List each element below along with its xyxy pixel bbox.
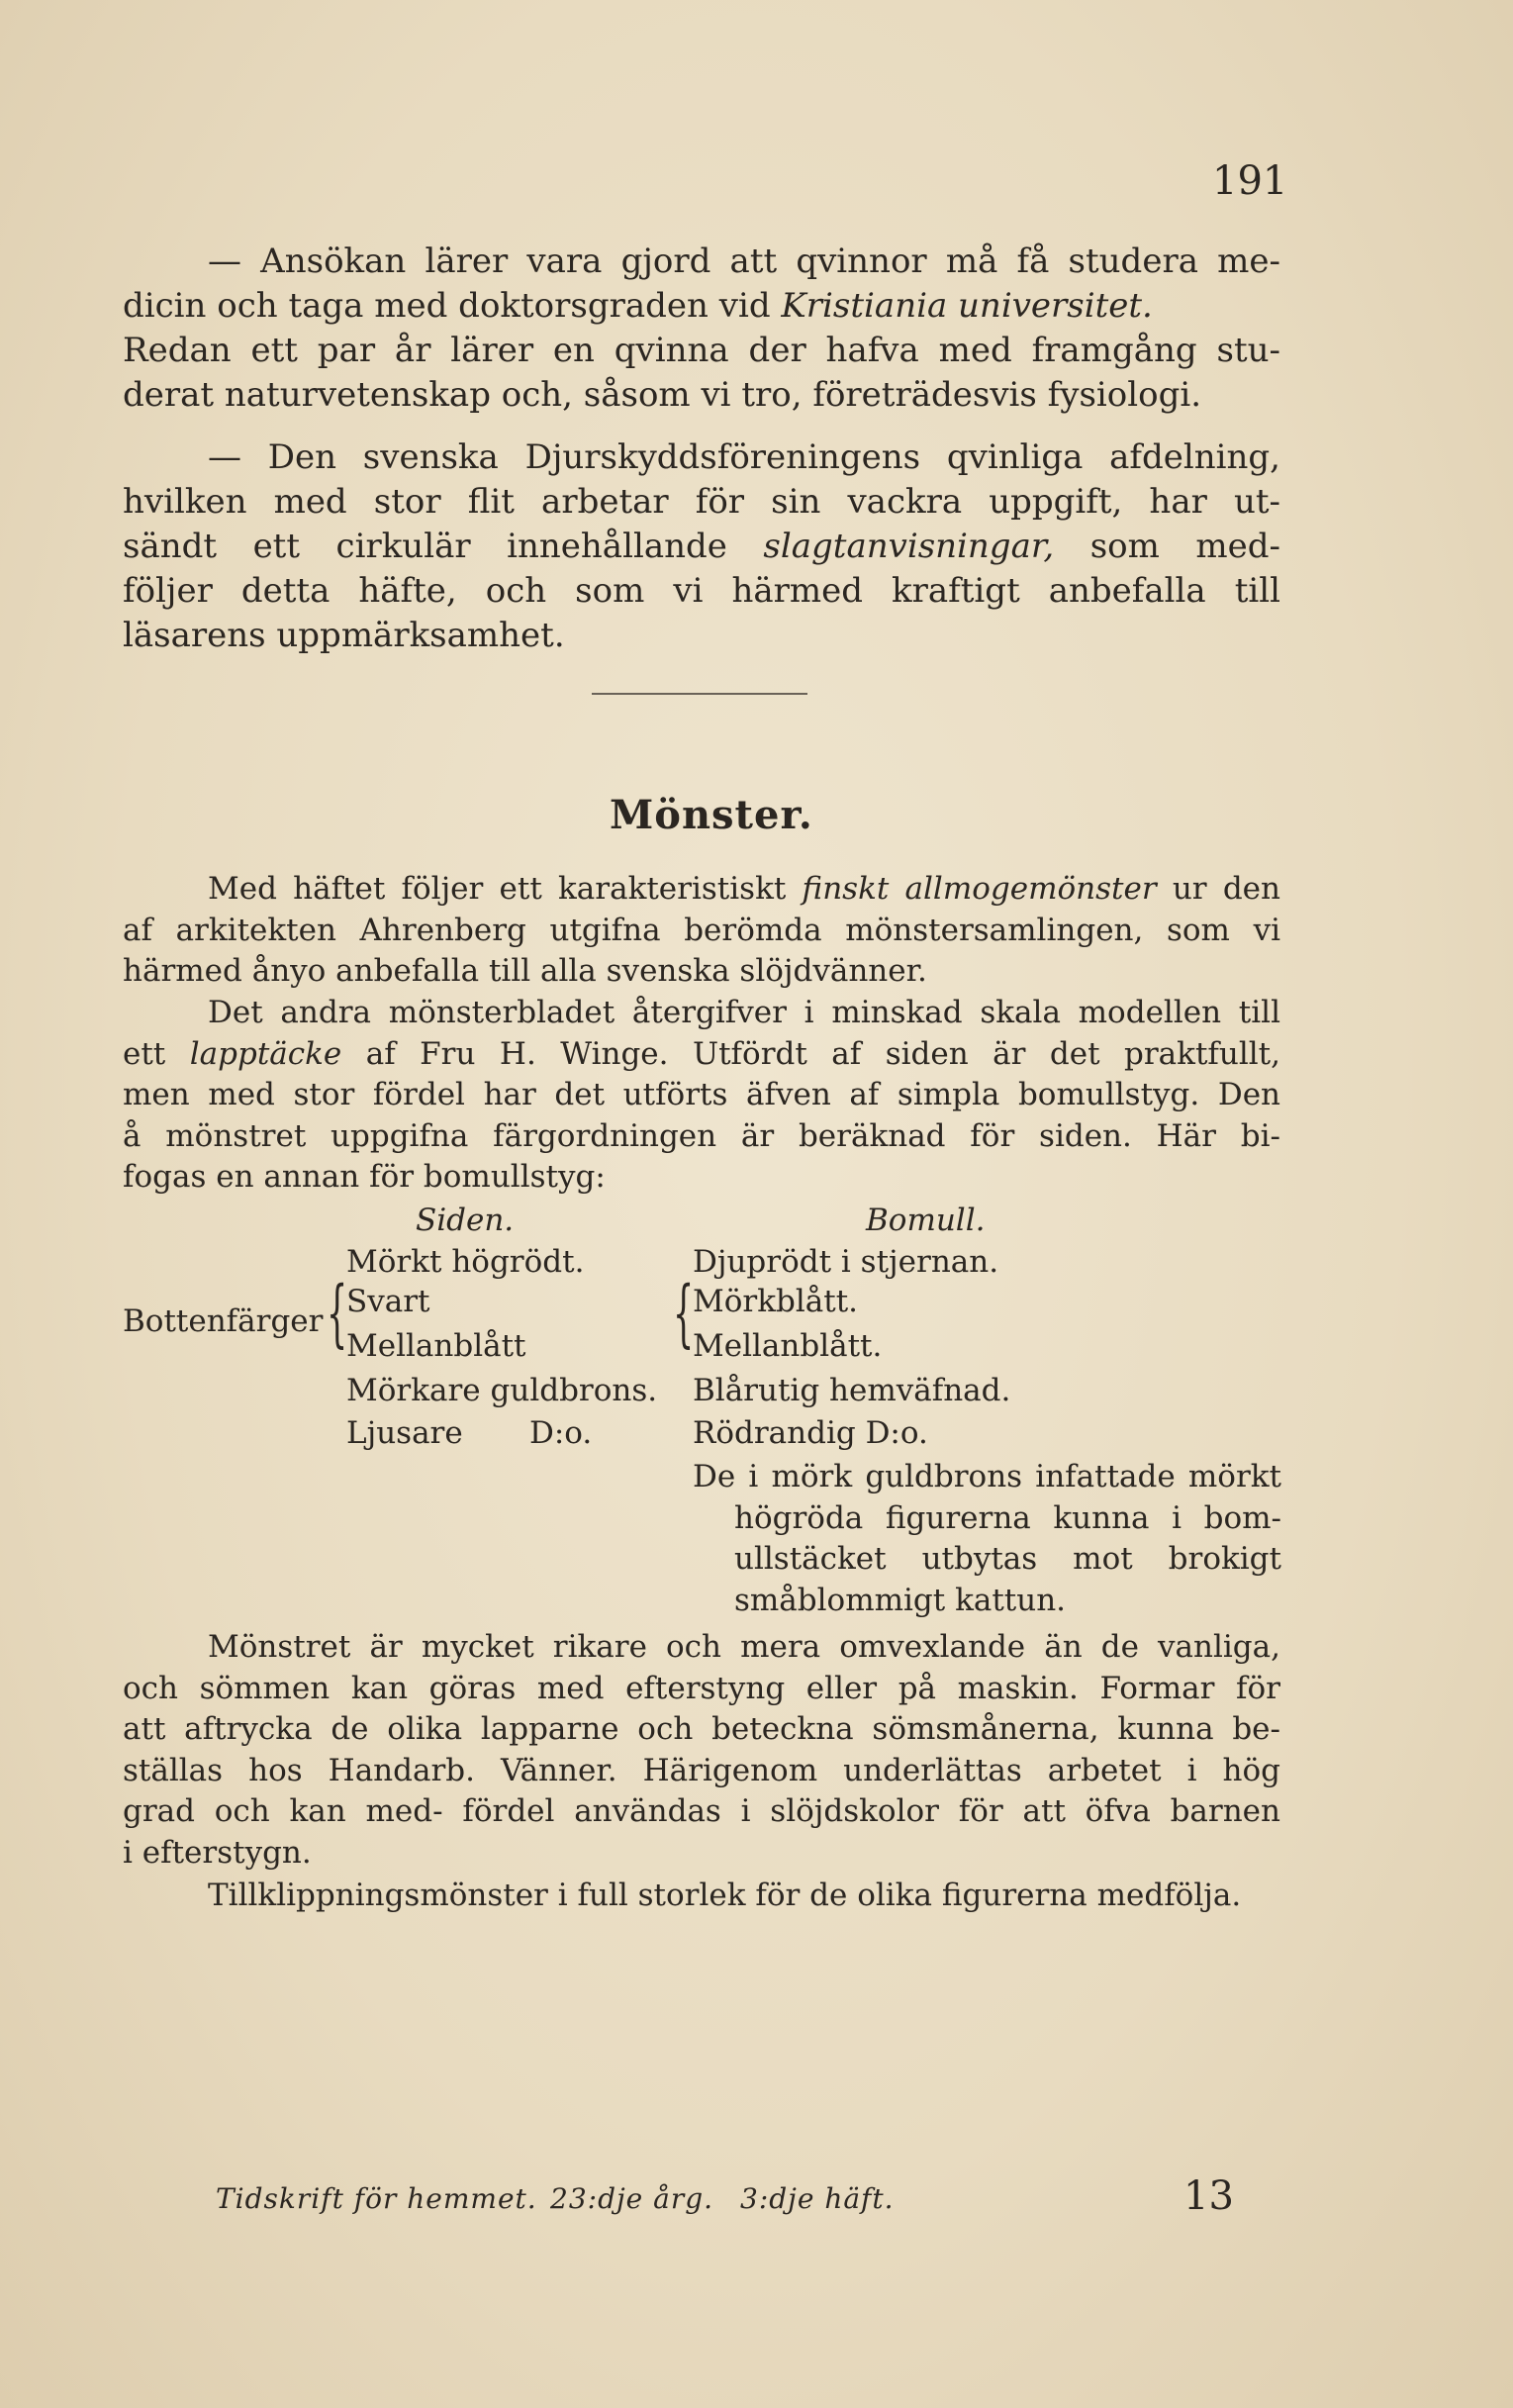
text-line: härmed ånyo anbefalla till alla svenska slöjdvänner. [123, 953, 927, 989]
table-cell: Mellanblått [346, 1328, 526, 1364]
text-line: ullstäcket utbytas mot brokigt [734, 1541, 1281, 1577]
text-line: läsarens uppmärksamhet. [123, 616, 565, 655]
text-line: men med stor fördel har det utförts äfven af simpla bomullstyg. Den [123, 1077, 1280, 1112]
text-line: derat naturvetenskap och, såsom vi tro, företrädesvis fysiologi. [123, 375, 1202, 415]
text-line: — Ansökan lärer vara gjord att qvinnor må få studera me- [208, 241, 1280, 281]
page-number: 191 [1212, 158, 1288, 204]
text-line: Tillklippningsmönster i full storlek för de olika figurerna medfölja. [208, 1878, 1242, 1913]
section-divider [592, 693, 807, 695]
text-line: att aftrycka de olika lapparne och beteckna sömsmånerna, kunna be- [123, 1711, 1280, 1747]
table-cell: Mörkare guldbrons. [346, 1373, 658, 1408]
table-note [693, 1457, 1281, 1621]
news-paragraph-1 [123, 240, 1280, 418]
text-line: småblommigt kattun. [734, 1582, 1067, 1618]
text-line: Mönstret är mycket rikare och mera omvexlande än de vanliga, [208, 1629, 1280, 1665]
footer-issue: 3:dje häft. [740, 2182, 895, 2215]
text-line: följer detta häfte, och som vi härmed kraftigt anbefalla till [123, 571, 1280, 611]
text-line: — Den svenska Djurskyddsföreningens qvinliga afdelning, [208, 437, 1280, 477]
table-cell: Svart [346, 1284, 430, 1319]
text-line: Redan ett par år lärer en qvinna der hafva med framgång stu- [123, 331, 1280, 370]
emphasis-text: finskt allmogemönster [802, 871, 1157, 907]
table-cell: Blårutig hemväfnad. [693, 1373, 1011, 1408]
text-line: och sömmen kan göras med efterstyng eller på maskin. Formar för [123, 1670, 1280, 1706]
text-line: hvilken med stor flit arbetar för sin vackra uppgift, har ut- [123, 482, 1280, 522]
table-cell: Mörkt högrödt. [346, 1244, 585, 1280]
text-line: fogas en annan för bomullstyg: [123, 1159, 606, 1195]
text-line: ett lapptäcke af Fru H. Winge. Utfördt af siden är det praktfullt, [123, 1035, 1280, 1072]
text-line: å mönstret uppgifna färgordningen är beräknad för siden. Här bi- [123, 1117, 1280, 1154]
brace-right: { [673, 1271, 695, 1356]
table-cell: Ljusare [346, 1415, 463, 1451]
footer-volume: 23:dje årg. [550, 2182, 714, 2215]
table-cell: Djuprödt i stjernan. [693, 1244, 999, 1280]
pattern-paragraph-2 [123, 993, 1280, 1199]
text-line: De i mörk guldbrons infattade mörkt [693, 1459, 1281, 1494]
text-line: Det andra mönsterbladet återgifver i minskad skala modellen till [208, 995, 1280, 1030]
pattern-paragraph-4 [123, 1876, 1280, 1917]
brace-left: { [327, 1271, 348, 1356]
text-line: sändt ett cirkulär innehållande slagtanvisningar, som med- [123, 527, 1280, 566]
text-line: Med häftet följer ett karakteristiskt finskt allmogemönster ur den [208, 871, 1280, 907]
text-line: dicin och taga med doktorsgraden vid Kristiania universitet. [123, 286, 1153, 326]
pattern-paragraph-1 [123, 869, 1280, 993]
bottenfarger-label: Bottenfärger [123, 1303, 324, 1339]
text-line: af arkitekten Ahrenberg utgifna berömda mönstersamlingen, som vi [123, 912, 1280, 948]
section-title: Mönster. [610, 792, 813, 838]
text-line: högröda figurerna kunna i bom- [734, 1499, 1281, 1536]
table-cell: D:o. [529, 1415, 593, 1451]
table-cell: Mörkblått. [693, 1284, 859, 1319]
column-header-siden: Siden. [416, 1203, 515, 1238]
footer-journal: Tidskrift för hemmet. [216, 2182, 537, 2215]
column-header-bomull: Bomull. [866, 1203, 986, 1238]
pattern-paragraph-3 [123, 1627, 1280, 1874]
text-line: ställas hos Handarb. Vänner. Härigenom underlättas arbetet i hög [123, 1752, 1280, 1788]
emphasis-text: lapptäcke [189, 1035, 342, 1072]
signature-mark: 13 [1183, 2173, 1234, 2219]
table-cell: Rödrandig D:o. [693, 1415, 928, 1451]
text-line: i efterstygn. [123, 1834, 312, 1871]
emphasis-text: Kristiania universitet. [781, 286, 1153, 326]
emphasis-text: slagtanvisningar, [763, 527, 1055, 566]
news-paragraph-2 [123, 435, 1280, 658]
table-cell: Mellanblått. [693, 1328, 883, 1364]
text-line: grad och kan med- fördel användas i slöjdskolor för att öfva barnen [123, 1793, 1280, 1829]
